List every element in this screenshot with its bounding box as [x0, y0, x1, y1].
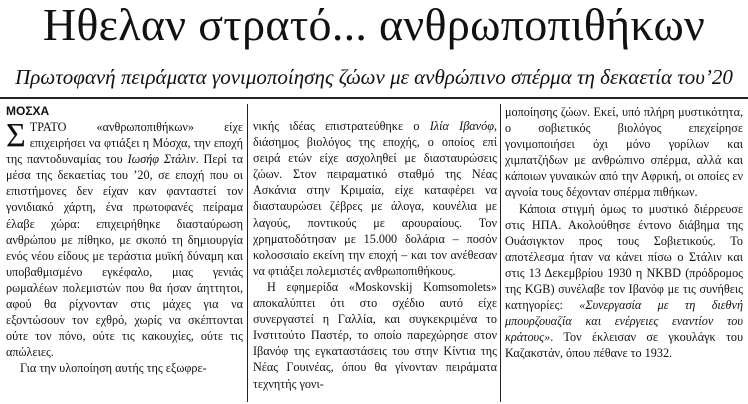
- paragraph: Για την υλοποίηση αυτής της εξωφρε-: [20, 361, 207, 376]
- dateline: ΜΟΣΧΑ: [6, 104, 50, 118]
- paragraph: ΣΤΡΑΤΟ «ανθρωποπιθήκων» είχε επιχειρήσει να φτιάξει η Μόσχα, την εποχή της παντοδυναμίας του Ιωσήφ Στάλιν. Περί τα μέσα της δεκαετίας του ’20, σε εποχή που οι επιστήμονες δεν είχαν καν φανταστεί τον γονιδιακό χάρτη, ένα πρωτοφανές πείραμα έλαβε χώρα: επιχειρήθηκε διασταύρωση ανθρώπου με πίθηκο, με σκοπό τη δημιουργία ενός νέου είδους με τεράστια μυϊκή δύναμη και υποβαθμισμένο εγκέφαλο, μιας γενιάς ρωμαλέων πολεμιστών που θα ήσαν άηττητοι, αφού θα ρίχνονταν στις μάχες για να εξοντώσουν τον εχθρό, χωρίς να σκέπτονται ούτε τον πόνο, ούτε τις κακουχίες, ούτε τις απώλειες.: [6, 117, 243, 360]
- person-name: Ιωσήφ Στάλιν: [127, 152, 196, 167]
- drop-cap: Σ: [6, 117, 26, 154]
- subheadline: Πρωτοφανή πειράματα γονιμοποίησης ζώων με ανθρώπινο σπέρμα τη δεκαετία του’20: [15, 65, 733, 89]
- paragraph: μοποίησης ζώων. Εκεί, υπό πλήρη μυστικότητα, ο σοβιετικός βιολόγος επεχείρησε γονιμοποιήσει όχι μόνο γορίλων και χιμπατζήδων με ανθρώπινο σπέρμα, αλλά και κάποιων γυναικών από την Αφρική, οι οποίες εν αγνοία τους δέχονταν σπέρμα πιθήκων.: [505, 105, 743, 200]
- paragraph: Η εφημερίδα «Moskovskij Komsomolets» αποκαλύπτει ότι στο σχέδιο αυτό είχε συνεργαστεί η Γαλλία, και συγκεκριμένα το Ινστιτούτο Παστέρ, το οποίο παρεχώρησε στον Ιβανόφ της εγκαταστάσεις του στην Κίντια της Νέας Γουινέας, όπου θα γίνονταν πειράματα τεχνητής γονι-: [253, 279, 497, 391]
- paragraph: Κάποια στιγμή όμως το μυστικό διέρρευσε στις ΗΠΑ. Ακολούθησε έντονο διάβημα της Ουάσιγκτον προς τους Σοβιετικούς. Το αποτέλεσμα ήταν να κάνει πίσω ο Στάλιν και στις 13 Δεκεμβρίου 1930 η NKBD (πρόδρομος της KGB) συνέλαβε τον Ιβανόφ με τις συνήθεις κατηγορίες: «Συνεργασία με τη διεθνή μπουρζουαζία και ενέργειες εναντίον του κράτους». Τον έκλεισαν σε γκουλάγκ του Καζακστάν, όπου πέθανε το 1932.: [505, 201, 743, 361]
- article-column-3: [505, 104, 743, 362]
- quote: «Συνεργασία με τη διεθνή μπουρζουαζία και ενέργειες εναντίον του κράτους»: [505, 298, 743, 345]
- divider-top: [0, 97, 748, 99]
- person-name: Ιλία Ιβανόφ: [429, 119, 494, 133]
- paragraph: νικής ιδέας επιστρατεύθηκε ο Ιλία Ιβανόφ, διάσημος βιολόγος της εποχής, ο οποίος επί σειρά ετών είχε ασχοληθεί με διασταυρώσεις ζώων. Στον πειραματικό σταθμό της Νέας Ασκάνια στην Κριμαία, είχε καταφέρει να διασταυρώσει ζέβρες με άλογα, κουνέλια με λαγούς, ποντικούς με αρουραίους. Τον χρηματοδότησαν με 15.000 δολάρια – ποσόν κολοσσιαίο εκείνη την εποχή – και τον ανέθεσαν να φτιάξει πολεμιστές ανθρωποπιθήκους.: [253, 119, 497, 278]
- article-column-2: [253, 118, 497, 392]
- column-divider-2: [500, 104, 501, 402]
- headline: Ηθελαν στρατό... ανθρωποπιθήκων: [42, 0, 706, 50]
- column-divider-1: [247, 104, 248, 402]
- article-column-1: [6, 104, 243, 377]
